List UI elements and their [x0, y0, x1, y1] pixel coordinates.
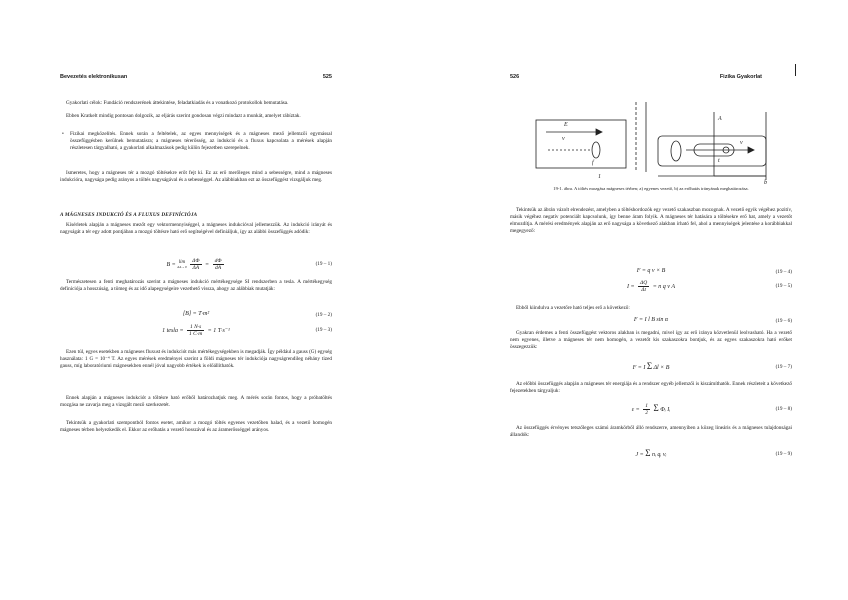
eq-body: F = q v × B	[636, 268, 666, 274]
eq-rhs: Φᵢ Iᵢ	[660, 407, 671, 413]
left-page	[60, 0, 332, 600]
paragraph: Ebben Kratkelt mindig pontosan dolgozik, az eljárás szerint gondosan végzi mindazt a munkát, amelyet rábíztak.	[66, 113, 301, 119]
paragraph: Ennek alapján a mágneses indukciót a töltésre ható erőből határozhatjuk meg. A mérés során fontos, hogy a próbatöltés mozgása ne zavarja meg a vizsgált mező szerkezetét.	[60, 395, 332, 408]
fig-right-coil	[671, 141, 681, 161]
equation-19-9	[510, 448, 792, 462]
bullet-icon: •	[62, 131, 64, 137]
eq-lhs: ε =	[631, 407, 640, 413]
left-header-title: Bevezetés elektronikusan	[60, 74, 128, 80]
equation-number: (19 – 7)	[775, 364, 792, 370]
paragraph: Tekintsük a gyakorlati szempontból fontos esetet, amikor a mozgó töltés egyenes vezetőben halad, és a vezető homogén mágneses térben helyezkedik el. Ekkor az erőhatás a vezető hosszával és az áramerősséggel arányos.	[60, 420, 332, 433]
eq-fraction: $\frac{\Delta Q}{\Delta t}$	[640, 280, 648, 293]
equation-number: (19 – 3)	[315, 327, 332, 333]
eq-fraction: $\frac{1}{2}$	[645, 403, 648, 417]
eq-rhs: nᵢ qᵢ vᵢ	[651, 452, 667, 458]
paragraph: Ismeretes, hogy a mágneses tér a mozgó töltésekre erőt fejt ki. Ez az erő merőleges mind a sebességre, mind a mágneses indukcióra, nagysága pedig arányos a töltés nagyságával és a sebességgel. Az alábbiakban ezt az összefüggést vizsgáljuk meg.	[60, 170, 332, 183]
fig-label-v2: v	[740, 140, 743, 146]
eq-rhs: = 1 T·s⁻¹	[207, 327, 230, 334]
equation-number: (19 – 2)	[315, 312, 332, 318]
eq-lhs: I =	[626, 283, 635, 290]
paragraph: Gyakran érdemes a fenti összefüggést vektoros alakban is megadni, mivel így az erő iránya közvetlenül leolvasható. Ha a vezető nem egyenes, illetve a mágneses tér nem homogén, a vezetőt kis szakaszokra bontjuk, és az egyes szakaszokra ható erőket összegezzük:	[510, 330, 792, 350]
equation-number: (19 – 6)	[775, 318, 792, 324]
paragraph: Kísérletek alapján a mágneses mezőt egy vektormennyiséggel, a mágneses indukcióval jellemezzük. Az indukció irányát és nagyságát a tér egy adott pontjában a mozgó töltésre ható erő segítségével definiáljuk, így az alábbi összefüggés adódik:	[60, 222, 332, 235]
fig-label-b: b	[764, 180, 767, 184]
equation-19-5	[510, 280, 792, 294]
sum-symbol: Σ	[653, 403, 659, 413]
fig-label-1: 1	[598, 174, 601, 180]
figure-19-1	[526, 92, 776, 184]
page-edge-mark	[795, 64, 796, 76]
sum-symbol: Σ	[645, 448, 651, 458]
eq-rhs: Δl × B	[653, 365, 670, 371]
eq-lim-sub: ΔA→0	[177, 264, 187, 269]
equation-number: (19 – 1)	[315, 261, 332, 267]
paragraph: Ezen túl, egyes esetekben a mágneses fluxust és indukciót más mértékegységekben is megadják. Így például a gauss (G) egység használata: 1 G = 10⁻⁴ T. Az egyes mérések eredményei szerint a földi mágneses tér indukciója nagyságrendileg néhány tized gauss, míg laboratóriumi mágnesekben ennél jóval nagyobb értékek is előállíthatók.	[60, 349, 332, 369]
bullet-paragraph	[60, 131, 332, 152]
equation-19-4	[510, 268, 792, 278]
paragraph: Tekintsük az ábrán vázolt elrendezést, amelyben a töltéshordozók egy vezető szakaszban mozognak. A vezető egyik végéhez pozitív, másik végéhez negatív potenciált kapcsolunk, így benne áram folyik. A mágneses tér hatására a töltésekre erő hat, amely a vezetőt elmozdítja. A mérési eredmények alapján az erő nagysága a következő alakban írható fel, ahol a mennyiségek jelentése a korábbiakkal megegyező:	[510, 207, 792, 234]
equation-19-7	[510, 361, 792, 375]
eq-lhs: B =	[166, 261, 176, 268]
sum-symbol: Σ	[646, 361, 653, 371]
equation-number: (19 – 9)	[775, 451, 792, 457]
fig-label-f: f	[592, 160, 594, 166]
equation-number: (19 – 4)	[775, 269, 792, 275]
eq-equals: =	[205, 261, 210, 268]
eq-fraction: $\frac{d\Phi}{dA}$	[214, 258, 222, 271]
equation-19-3	[60, 324, 332, 338]
eq-body: F = I l B sin α	[633, 317, 669, 323]
paragraph: Ebből kiindulva a vezetőre ható teljes erő a következő:	[516, 305, 630, 311]
paragraph: Az összefüggés érvényes tetszőleges számú áramkörből álló rendszerre, amennyiben a közeg lineáris és a mágneses tulajdonságai állandók:	[510, 425, 792, 438]
equation-number: (19 – 5)	[775, 283, 792, 289]
left-page-number: 525	[322, 74, 332, 80]
paragraph: Gyakorlati célok: Fundáció rendszerének áttekintése, feladatkiadás és a vonatkozó protokollok bemutatása.	[66, 100, 289, 106]
equation-19-6	[510, 317, 792, 327]
fig-label-v: v	[562, 136, 565, 142]
fig-label-a: A	[718, 116, 722, 122]
bullet-text: Fizikai megközelítés. Ennek során a feltételek, az egyes mennyiségek és a mágneses mező jellemzői egymással összefüggésben kerülnek bemutatásra; a mágneses térerősség, az indukció és a fluxus kapcsolata a mérések alapján részletesen tárgyalható, a gyakorlati alkalmazások pedig külön fejezetben szerepelnek.	[70, 131, 332, 151]
equation-number: (19 – 8)	[775, 406, 792, 412]
eq-lhs: J =	[635, 452, 644, 458]
fig-left-coil	[592, 142, 600, 158]
paragraph: Az előbbi összefüggés alapján a mágneses tér energiája és a rendszer egyéb jellemzői is kiszámíthatók. Ennek részleteit a következő fejezetekben tárgyaljuk:	[510, 381, 792, 394]
eq-fraction: $\frac{1 N\cdot s}{1 C\cdot m}$	[189, 324, 203, 337]
right-page-number: 526	[510, 74, 520, 80]
right-page	[510, 0, 792, 600]
equation-19-1	[60, 258, 332, 272]
equation-19-2	[60, 311, 332, 321]
section-title: A MÁGNESES INDUKCIÓ ÉS A FLUXUS DEFINÍCIÓJA	[60, 212, 198, 218]
eq-lhs: 1 tesla =	[162, 327, 184, 334]
fig-label-e: E	[564, 122, 568, 128]
eq-lim: lim	[178, 259, 186, 265]
eq-fraction: $\frac{\Delta\Phi}{\Delta A}$	[192, 258, 200, 271]
eq-body: [B] = T·m²	[182, 311, 210, 317]
eq-rhs: = n q v A	[652, 283, 676, 290]
fig-label-t: t	[718, 158, 720, 164]
figure-caption: 19-1. ábra. A töltés mozgása mágneses térben; a) egyenes vezető, b) az erőhatás irányának meghatározása.	[553, 186, 749, 191]
eq-lhs: F = I	[632, 365, 646, 371]
equation-19-8	[510, 403, 792, 417]
fig-left-frame	[536, 120, 626, 168]
paragraph: Természetesen a fenti meghatározás szerint a mágneses indukció mértékegysége SI rendszerben a tesla. A mértékegység definíciója a hosszúság, a tömeg és az idő alapegységeire vezethető vissza, ahogy az alábbiak mutatják:	[60, 279, 332, 292]
right-header-title: Fizika Gyakorlat	[719, 74, 762, 80]
